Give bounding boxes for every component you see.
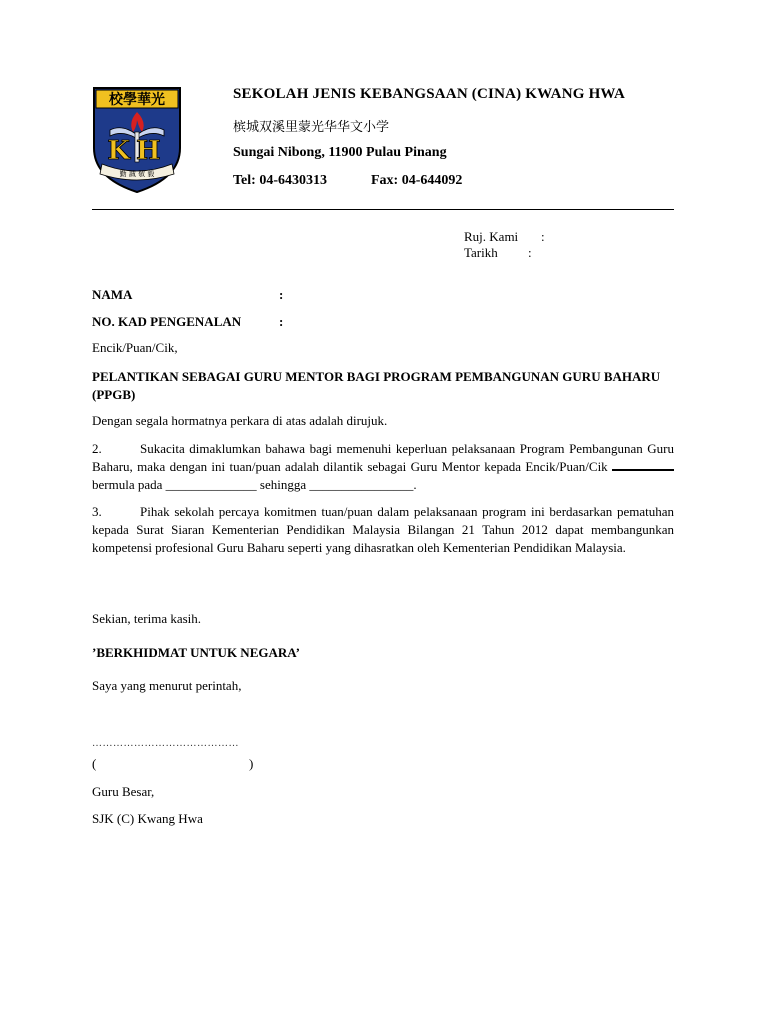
name-label: NAMA <box>92 287 133 302</box>
name-colon: : <box>279 287 284 302</box>
school-name: SEKOLAH JENIS KEBANGSAAN (CINA) KWANG HWA <box>233 86 626 102</box>
salutation: Encik/Puan/Cik, <box>92 340 178 355</box>
signatory-name-open: ( <box>92 756 97 771</box>
motto: ’BERKHIDMAT UNTUK NEGARA’ <box>92 645 301 660</box>
ref-colon: : <box>541 229 545 244</box>
logo-ribbon-text: 勤 誠 敬 毅 <box>119 170 155 178</box>
school-tel: Tel: 04-6430313 <box>233 173 327 188</box>
signatory-school: SJK (C) Kwang Hwa <box>92 811 203 826</box>
ref-label: Ruj. Kami <box>464 229 519 244</box>
date-colon: : <box>528 245 532 260</box>
paragraph-1: Dengan segala hormatnya perkara di atas adalah dirujuk. <box>92 413 388 428</box>
signatory-name-close: ) <box>249 756 254 771</box>
paragraph-3 <box>92 503 674 557</box>
school-name-chinese: 槟城双溪里蒙光华华文小学 <box>233 120 390 135</box>
signature-line: …………………………………… <box>92 738 239 749</box>
mentee-name-blank <box>612 458 674 471</box>
logo-banner-text: 校學華光 <box>109 92 165 108</box>
letter-subject: PELANTIKAN SEBAGAI GURU MENTOR BAGI PROGRAM PEMBANGUNAN GURU BAHARU (PPGB) <box>92 369 661 402</box>
paragraph-2 <box>92 440 674 494</box>
date-label: Tarikh <box>464 245 498 260</box>
logo-letters: KH <box>107 136 167 166</box>
ic-colon: : <box>279 314 284 329</box>
ic-label: NO. KAD PENGENALAN <box>92 314 242 329</box>
paragraph-3-text: Pihak sekolah percaya komitmen tuan/puan dalam pelaksanaan program ini berdasarkan pematuhan kepada Surat Siaran Kementerian Pendidikan Malaysia Bilangan 21 Tahun 2012 dapat membangunkan kompetensi profesional Guru Baharu seperti yang dihasratkan oleh Kementerian Pendidikan Malaysia. <box>92 504 674 555</box>
signatory-title: Guru Besar, <box>92 784 155 799</box>
closing-thanks: Sekian, terima kasih. <box>92 611 202 626</box>
paragraph-number: 2. <box>92 441 102 456</box>
paragraph-2-dates: bermula pada ______________ sehingga ________________. <box>92 477 417 492</box>
school-logo <box>92 86 182 194</box>
header-divider <box>92 209 674 210</box>
closing-yours: Saya yang menurut perintah, <box>92 678 242 693</box>
paragraph-number: 3. <box>92 504 102 519</box>
school-address: Sungai Nibong, 11900 Pulau Pinang <box>233 145 447 160</box>
school-fax: Fax: 04-644092 <box>371 173 463 188</box>
paragraph-2-text: Sukacita dimaklumkan bahawa bagi memenuhi keperluan pelaksanaan Program Pembangunan Guru Baharu, maka dengan ini tuan/puan adalah dilantik sebagai Guru Mentor kepada Encik/Puan/Cik <box>92 441 674 474</box>
